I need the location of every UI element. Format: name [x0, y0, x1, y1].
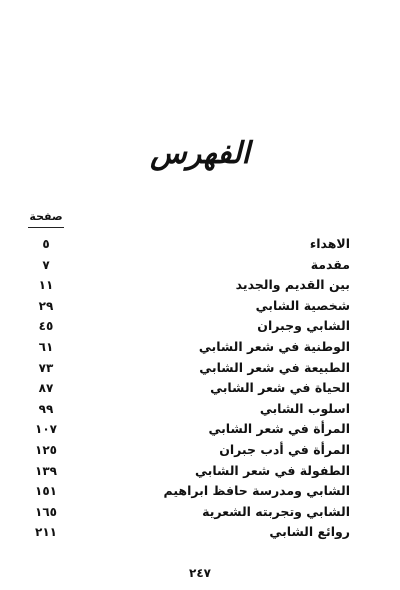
toc-entry-title: المرأة في أدب جبران: [219, 441, 350, 457]
toc-row: [28, 482, 350, 503]
toc-row: [28, 359, 350, 380]
toc-entry-page: ٥: [42, 237, 50, 251]
page-title: الفهرس: [150, 136, 250, 171]
toc-entry-page: ١٥١: [35, 484, 57, 499]
toc-entry-title: الطفولة في شعر الشابي: [194, 462, 350, 478]
toc-entry-title: الوطنية في شعر الشابي: [198, 338, 350, 354]
page-column-header: صفحة: [29, 210, 63, 223]
toc-entry-title: اسلوب الشابي: [259, 400, 350, 416]
toc-entry-title: مقدمة: [310, 256, 350, 272]
toc-entry-page: ٦١: [38, 339, 54, 354]
toc-row: [28, 317, 350, 338]
toc-entry-title: الاهداء: [309, 236, 350, 251]
toc-row: [28, 462, 350, 483]
toc-entry-title: الشابي وجبران: [257, 318, 350, 334]
toc-entry-page: ٢٩: [38, 298, 54, 313]
toc-row: [28, 297, 350, 318]
toc-entry-page: ١٢٥: [35, 442, 57, 457]
toc-row: [28, 503, 350, 524]
toc-entry-page: ١٠٧: [35, 422, 57, 437]
toc-row: [28, 441, 350, 462]
column-header-underline: [28, 227, 64, 228]
toc-entry-title: بين القديم والجديد: [235, 277, 350, 293]
toc-entry-page: ٨٧: [38, 381, 54, 396]
toc-entry-page: ١١: [38, 278, 54, 293]
toc-row: [28, 338, 350, 359]
page-number: ٢٤٧: [189, 566, 211, 580]
toc-row: [28, 276, 350, 297]
toc-entry-title: الشابي وتجربته الشعرية: [202, 503, 350, 519]
toc-row: [28, 256, 350, 277]
toc-entry-title: روائع الشابي: [269, 524, 350, 540]
toc-entry-page: ٩٩: [38, 401, 54, 416]
toc-entry-page: ٢١١: [35, 525, 57, 540]
toc-entry-page: ٧: [42, 257, 50, 272]
toc-row: [28, 420, 350, 441]
toc-entry-page: ٤٥: [38, 319, 54, 334]
toc-row: [28, 523, 350, 544]
toc-entry-title: الحياة في شعر الشابي: [210, 380, 350, 396]
toc-entry-title: الشابي ومدرسة حافظ ابراهيم: [163, 483, 350, 499]
toc-entry-title: الطبيعة في شعر الشابي: [199, 359, 350, 375]
table-of-contents: [28, 235, 350, 544]
toc-entry-page: ١٣٩: [35, 463, 57, 478]
toc-entry-title: المرأة في شعر الشابي: [208, 421, 350, 437]
toc-row: [28, 379, 350, 400]
toc-row: [28, 235, 350, 256]
toc-entry-page: ٧٣: [38, 360, 54, 375]
toc-row: [28, 400, 350, 421]
toc-entry-title: شخصية الشابي: [255, 297, 350, 313]
toc-entry-page: ١٦٥: [35, 504, 57, 519]
